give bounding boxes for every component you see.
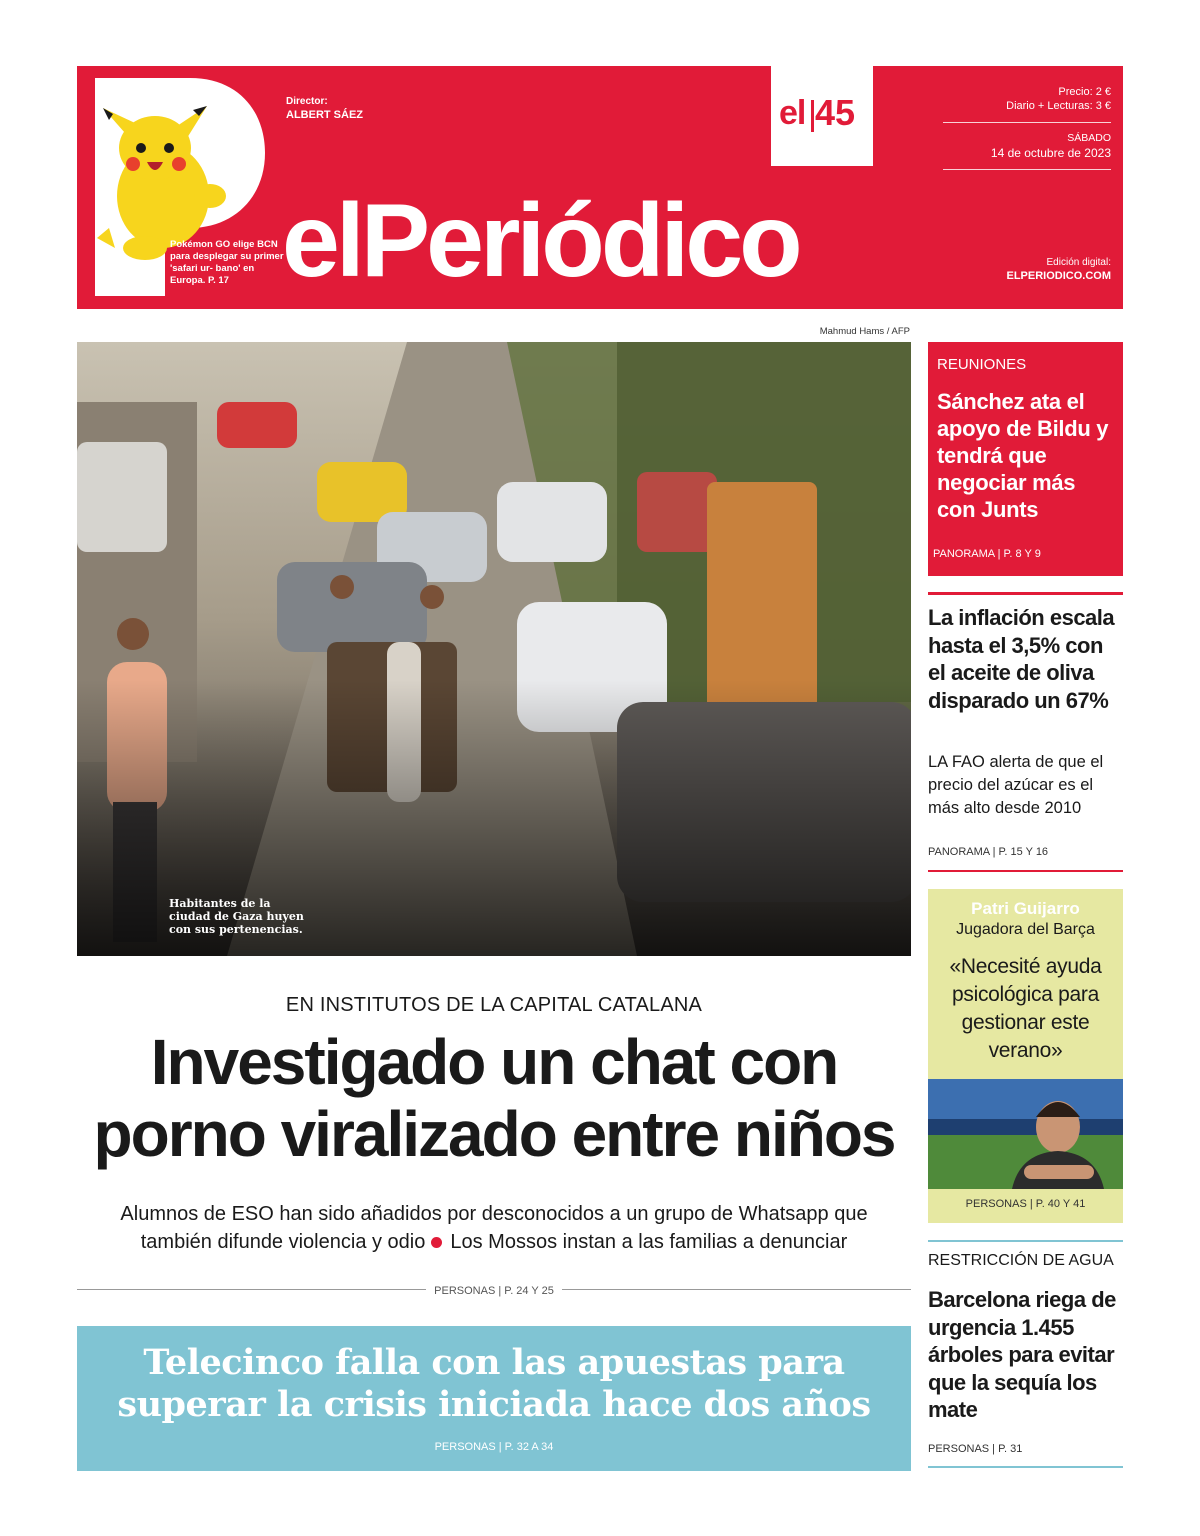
section-divider: [928, 592, 1123, 595]
photo-credit: Mahmud Hams / AFP: [819, 326, 910, 337]
water-headline[interactable]: Barcelona riega de urgencia 1.455 árboles para evitar que la sequía los mate: [928, 1287, 1116, 1422]
section-divider: [928, 870, 1123, 872]
masthead-divider: [943, 169, 1111, 170]
interviewee-name: Patri Guijarro: [971, 899, 1080, 918]
masthead: [77, 66, 1123, 309]
page-ref[interactable]: PERSONAS | P. 32 A 34: [434, 1441, 554, 1453]
second-story-ref: [77, 1281, 911, 1299]
sanchez-box[interactable]: [928, 342, 1123, 576]
anniversary-el: el: [779, 94, 806, 132]
red-bullet-icon: [431, 1237, 442, 1248]
interview-photo: [928, 1079, 1123, 1189]
interview-quote: «Necesité ayuda psicológica para gestionar este verano»: [949, 955, 1102, 1062]
gaza-exodus-photo: [77, 342, 911, 956]
page-ref[interactable]: PERSONAS | P. 24 Y 25: [426, 1285, 562, 1297]
inflation-deck: LA FAO alerta de que el precio del azúcar es el más alto desde 2010: [928, 753, 1104, 817]
anniversary-divider: [811, 100, 814, 132]
interviewee-role: Jugadora del Barça: [956, 921, 1095, 938]
digital-edition-label: Edición digital:: [1046, 257, 1111, 268]
inflation-headline[interactable]: La inflación escala hasta el 3,5% con el aceite de oliva disparado un 67%: [928, 605, 1115, 713]
headline-line: Telecinco falla con las apuestas para: [143, 1342, 845, 1383]
page-ref[interactable]: PANORAMA | P. 8 Y 9: [933, 548, 1041, 560]
second-story-headline[interactable]: porno viralizado entre niños: [93, 1098, 895, 1170]
page-ref[interactable]: PANORAMA | P. 15 Y 16: [928, 846, 1049, 858]
second-story-headline[interactable]: Investigado un chat con: [150, 1026, 838, 1098]
digital-edition-url[interactable]: ELPERIODICO.COM: [1006, 270, 1111, 282]
anniversary-badge: [771, 66, 873, 166]
director-label: Director:: [286, 96, 328, 107]
anniversary-number: 45: [815, 92, 856, 133]
deck-text: también difunde violencia y odio: [140, 1231, 426, 1253]
section-divider: [928, 1466, 1123, 1468]
second-story-kicker: EN INSTITUTOS DE LA CAPITAL CATALANA: [285, 994, 703, 1016]
director-name: ALBERT SÁEZ: [286, 109, 363, 121]
lead-photo[interactable]: [77, 342, 911, 956]
telecinco-box[interactable]: [77, 1326, 911, 1471]
weekday: SÁBADO: [1067, 132, 1111, 144]
deck-text: Los Mossos instan a las familias a denunciar: [450, 1231, 848, 1253]
second-story-deck: [77, 1228, 911, 1256]
headline-line: superar la crisis iniciada hace dos años: [117, 1384, 871, 1425]
second-story-deck: Alumnos de ESO han sido añadidos por desconocidos a un grupo de Whatsapp que: [120, 1203, 868, 1225]
interview-box[interactable]: [928, 889, 1123, 1223]
issue-date: 14 de octubre de 2023: [990, 146, 1111, 160]
pokemon-caption: Pokémon GO elige BCN para desplegar su primer 'safari ur- bano' en Europa. P. 17: [170, 239, 284, 286]
price-combo: Diario + Lecturas: 3 €: [1006, 100, 1111, 112]
section-divider: [928, 1240, 1123, 1242]
newspaper-logo: elPeriódico: [282, 183, 799, 299]
page-ref[interactable]: PERSONAS | P. 40 Y 41: [965, 1198, 1086, 1210]
box-kicker: REUNIONES: [937, 356, 1027, 373]
masthead-divider: [943, 122, 1111, 123]
water-kicker: RESTRICCIÓN DE AGUA: [928, 1252, 1114, 1269]
box-headline: Sánchez ata el apoyo de Bildu y tendrá que negociar más con Junts: [937, 389, 1109, 522]
page-ref[interactable]: PERSONAS | P. 31: [928, 1443, 1023, 1455]
stadium-portrait-photo: [928, 1079, 1123, 1189]
price: Precio: 2 €: [1058, 86, 1111, 98]
photo-caption: Habitantes de la ciudad de Gaza huyen con sus pertenencias.: [169, 897, 304, 936]
telecinco-headline: [77, 1342, 911, 1426]
